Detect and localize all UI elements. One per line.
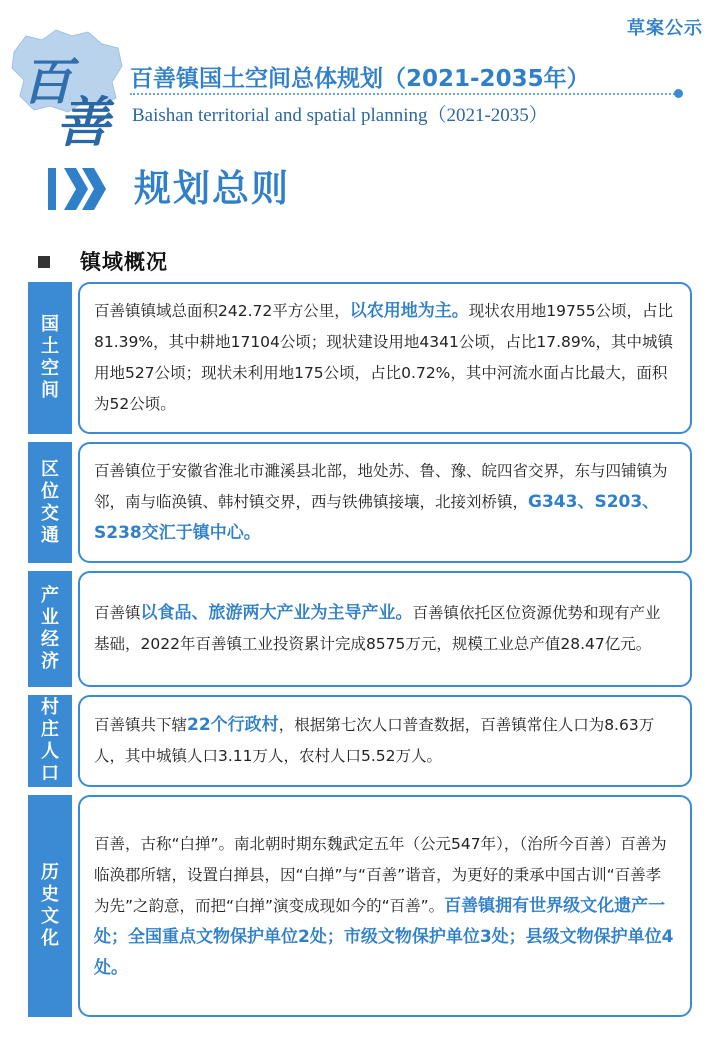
logo-char-shan: 善 xyxy=(56,90,110,154)
body-text: 百善镇 xyxy=(94,604,141,622)
title-divider xyxy=(130,93,678,95)
row-history-culture xyxy=(28,795,692,1017)
section-chevron-icon xyxy=(44,164,114,214)
row-label: 产业经济 xyxy=(28,571,72,687)
highlight-text: 以食品、旅游两大产业为主导产业。 xyxy=(140,603,413,623)
subsection-title: 镇域概况 xyxy=(80,250,168,274)
row-text xyxy=(94,710,676,772)
highlight-text: 以农用地为主。 xyxy=(349,301,469,321)
row-text xyxy=(94,598,676,660)
body-text: 百善镇共下辖 xyxy=(94,716,188,734)
row-content-box xyxy=(78,795,692,1017)
row-text xyxy=(94,829,676,984)
body-text: 百善镇位于安徽省淮北市濉溪县北部，地处苏、鲁、豫、皖四省交界，东与四铺镇为邻，南与临涣镇、韩村镇交界，西与铁佛镇接壤，北接刘桥镇， xyxy=(94,462,668,511)
row-label: 区位交通 xyxy=(28,442,72,563)
row-label: 历史文化 xyxy=(28,795,72,1017)
draft-label: 草案公示 xyxy=(627,18,703,39)
row-village-population xyxy=(28,695,692,787)
body-text: 百善，古称“白掸”。南北朝时期东魏武定五年（公元547年），（治所今百善）百善为临涣郡所辖，设置白掸县，因“白掸”与“百善”谐音，为更好的秉承中国古训“百善孝为先”之韵意，而把“白掸”演变成现如今的“百善”。 xyxy=(94,834,667,915)
logo-char-bai: 百 xyxy=(22,52,72,111)
bullet-square-icon xyxy=(38,256,50,268)
row-text xyxy=(94,296,676,420)
row-location-transport xyxy=(28,442,692,563)
row-content-box xyxy=(78,695,692,787)
highlight-text: 百善镇拥有世界级文化遗产一处；全国重点文物保护单位2处；市级文物保护单位3处；县级文物保护单位4处。 xyxy=(94,895,674,978)
page-subtitle-en: Baishan territorial and spatial planning（2021-2035） xyxy=(132,105,548,126)
section-title: 规划总则 xyxy=(134,167,290,210)
body-text: 百善镇依托区位资源优势和现有产业基础，2022年百善镇工业投资累计完成8575万元，规模工业总产值28.47亿元。 xyxy=(94,604,661,653)
body-text: 百善镇镇域总面积242.72平方公里， xyxy=(94,302,350,320)
logo-map xyxy=(6,22,126,154)
row-land-space xyxy=(28,282,692,434)
row-content-box xyxy=(78,571,692,687)
page-title: 百善镇国土空间总体规划（2021-2035年） xyxy=(130,66,590,92)
row-text xyxy=(94,456,676,549)
row-industry-economy xyxy=(28,571,692,687)
body-text: ，根据第七次人口普查数据，百善镇常住人口为8.63万人，其中城镇人口3.11万人，农村人口5.52万人。 xyxy=(94,716,655,765)
title-divider-dot xyxy=(674,89,683,98)
row-content-box xyxy=(78,442,692,563)
highlight-text: G343、S203、S238交汇于镇中心。 xyxy=(94,492,660,543)
highlight-text: 22个行政村 xyxy=(187,715,279,735)
row-label: 村庄人口 xyxy=(28,695,72,787)
body-text: 现状农用地19755公顷，占比81.39%，其中耕地17104公顷；现状建设用地4341公顷，占比17.89%，其中城镇用地527公顷；现状未利用地175公顷，占比0.72%，其中河流水面占比最大，面积为52公顷。 xyxy=(94,302,674,413)
row-label: 国土空间 xyxy=(28,282,72,434)
row-content-box xyxy=(78,282,692,434)
